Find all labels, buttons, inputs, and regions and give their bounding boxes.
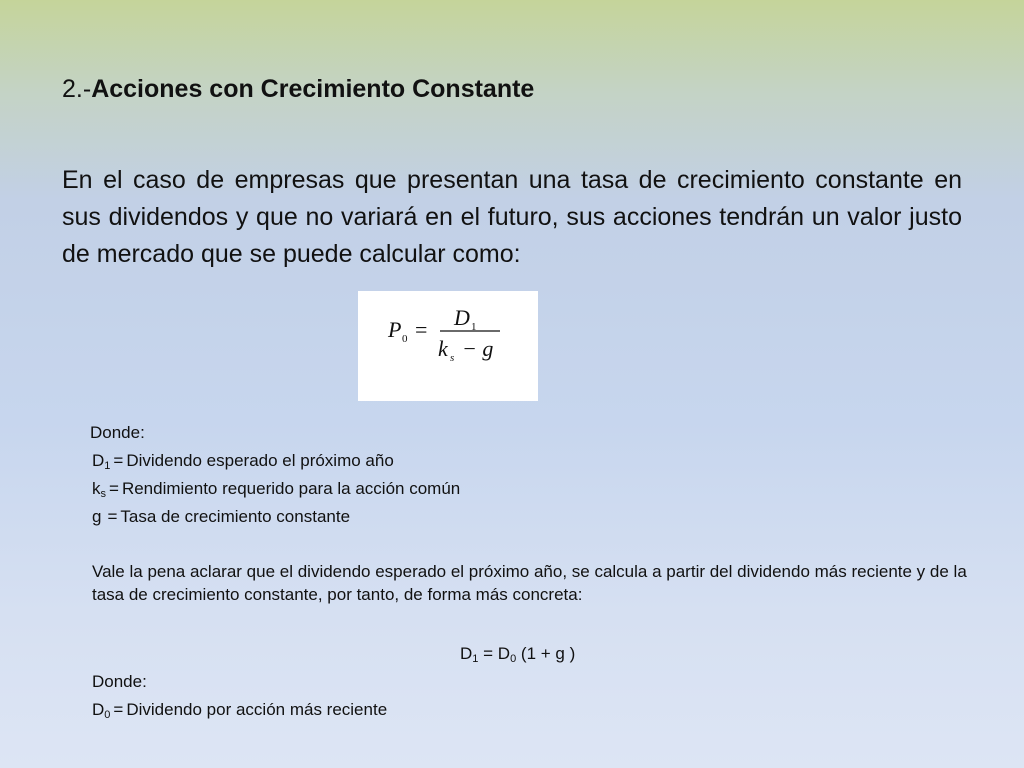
definition-row — [92, 475, 460, 503]
relation-lhs: D — [460, 644, 473, 663]
formula-denominator-k-sub: s — [450, 352, 455, 364]
relation-formula — [460, 640, 575, 668]
definition-row — [92, 447, 394, 475]
definition-row — [92, 696, 387, 724]
title-main: Acciones con Crecimiento Constante — [91, 75, 535, 103]
definition-row — [92, 503, 350, 531]
formula-numerator-sub: 1 — [471, 321, 477, 333]
definition-equals: = — [107, 507, 118, 526]
note-paragraph: Vale la pena aclarar que el dividendo esperado el próximo año, se calcula a partir del dividendo más reciente y de la tasa de crecimiento constante, por tanto, de forma más concreta: — [92, 562, 967, 604]
formula-denominator-k: k — [438, 336, 448, 361]
formula-image — [358, 291, 538, 401]
formula-lhs-sub: 0 — [402, 333, 408, 345]
relation-rhs: (1 + g ) — [516, 644, 576, 663]
formula-equals: = — [415, 317, 428, 342]
definition-text: Tasa de crecimiento constante — [120, 507, 351, 526]
relation-mid-sub: 0 — [510, 653, 517, 665]
definitions-heading-1: Donde: — [90, 423, 145, 442]
definitions-heading-2: Donde: — [92, 672, 147, 691]
formula-numerator: D — [454, 305, 470, 330]
title-prefix: 2.- — [62, 75, 92, 103]
slide-title — [62, 72, 534, 106]
definition-symbol-sub: s — [100, 488, 106, 500]
definition-symbol: k — [92, 479, 101, 498]
definition-symbol: D — [92, 700, 105, 719]
definition-text: Dividendo esperado el próximo año — [126, 451, 394, 470]
definition-text: Rendimiento requerido para la acción común — [121, 479, 461, 498]
definition-equals: = — [109, 479, 119, 498]
formula-svg — [358, 291, 538, 401]
intro-paragraph: En el caso de empresas que presentan una tasa de crecimiento constante en sus dividendos y que no variará en el futuro, sus acciones tendrán un valor justo de mercado que se puede calcular como: — [62, 166, 962, 268]
definition-symbol-sub: 1 — [104, 460, 111, 472]
definition-equals: = — [113, 451, 124, 470]
definition-equals: = — [113, 700, 124, 719]
definition-symbol: D — [92, 451, 105, 470]
definition-symbol: g — [92, 507, 102, 526]
relation-mid: = D — [478, 644, 511, 663]
relation-lhs-sub: 1 — [472, 653, 479, 665]
formula-lhs: P — [388, 317, 402, 342]
definition-symbol-sub: 0 — [104, 709, 111, 721]
definition-text: Dividendo por acción más reciente — [126, 700, 388, 719]
formula-denominator-rest: − g — [462, 336, 494, 361]
